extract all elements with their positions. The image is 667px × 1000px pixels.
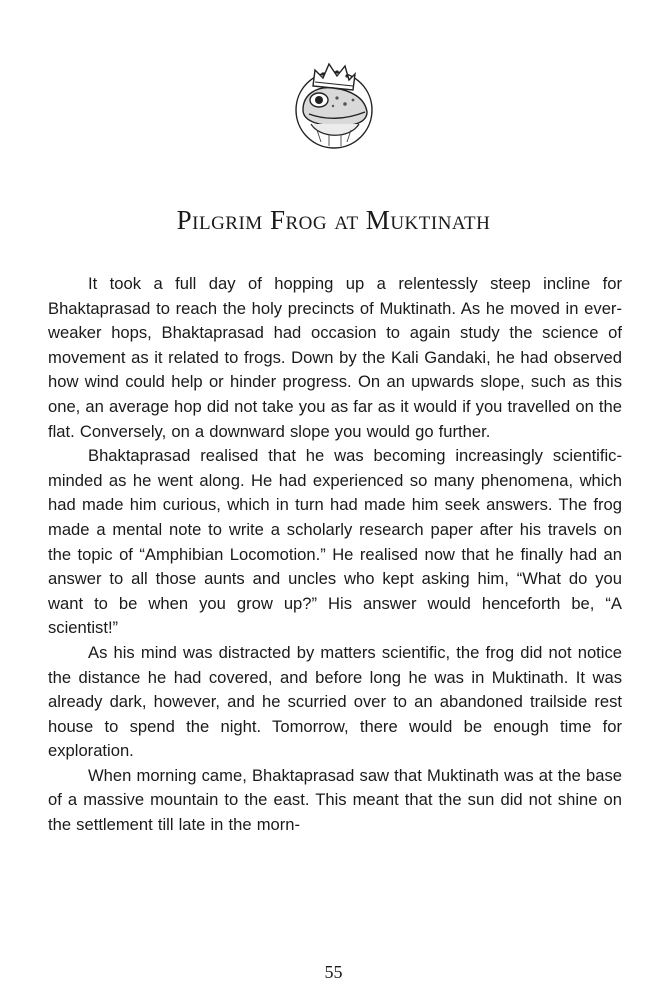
paragraph: When morning came, Bhaktaprasad saw that Muktinath was at the base of a massive mountain to the east. This meant that the sun did not shine on the settlement till late in the morn-	[48, 765, 622, 835]
page-number: 55	[324, 962, 343, 982]
paragraph: As his mind was distracted by matters scientific, the frog did not notice the distance he had covered, and before long he was in Muktinath. It was already dark, however, and he scurried over to an abandoned trailside rest house to spend the night. Tomorrow, there would be enough time for exploration.	[48, 642, 622, 761]
paragraph: Bhaktaprasad realised that he was becoming increasingly scientific-minded as he went along. He had experienced so many phenomena, which had made him curious, which in turn had made him seek answers. The frog made a mental note to write a scholarly research paper after his travels on the topic of “Amphibian Locomotion.” He realised now that he finally had an answer to all those aunts and uncles who kept asking him, “What do you want to be when you grow up?” His answer would henceforth be, “A scientist!”	[48, 446, 622, 638]
chapter-body	[48, 272, 622, 838]
frog-portrait-icon	[293, 60, 375, 152]
chapter-title: Pilgrim Frog at Muktinath	[176, 205, 491, 235]
paragraph: It took a full day of hopping up a relentessly steep incline for Bhaktaprasad to reach the holy precincts of Muktinath. As he moved in ever-weaker hops, Bhaktaprasad had occasion to again study the science of movement as it related to frogs. Down by the Kali Gandaki, he had observed how wind could help or hinder progress. On an upwards slope, such as this one, an average hop did not take you as far as it would if you travelled on the flat. Conversely, on a downward slope you would go further.	[48, 274, 622, 441]
